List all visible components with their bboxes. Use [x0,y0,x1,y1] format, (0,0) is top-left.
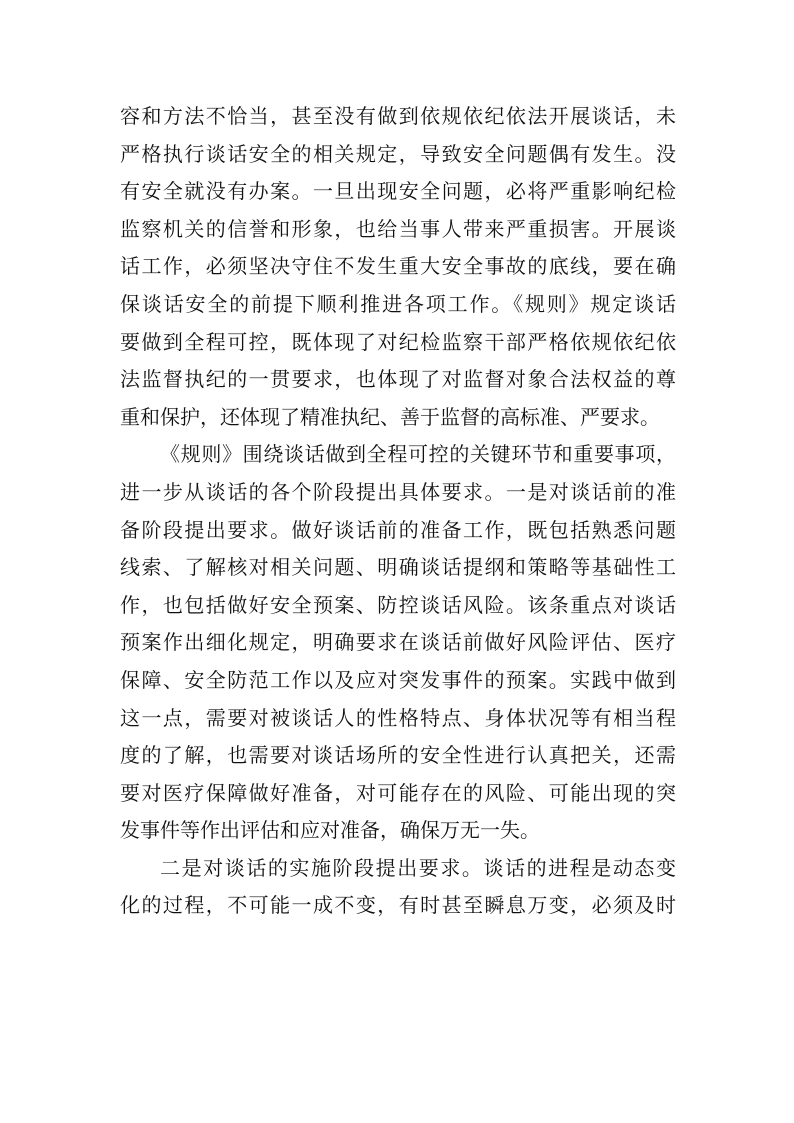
text-line: 严格执行谈话安全的相关规定，导致安全问题偶有发生。没 [120,141,676,166]
text-line: 要做到全程可控，既体现了对纪检监察干部严格依规依纪依 [120,329,676,354]
text-line: 重和保护，还体现了精准执纪、善于监督的高标准、严要求。 [120,404,660,429]
text-line: 保谈话安全的前提下顺利推进各项工作。《规则》规定谈话 [120,291,676,316]
text-line: 预案作出细化规定，明确要求在谈话前做好风险评估、医疗 [120,630,676,655]
text-line: 备阶段提出要求。做好谈话前的准备工作，既包括熟悉问题 [120,517,676,542]
text-line: 要对医疗保障做好准备，对可能存在的风险、可能出现的突 [120,780,676,805]
text-line: 话工作，必须坚决守住不发生重大安全事故的底线，要在确 [120,254,676,279]
text-line: 二是对谈话的实施阶段提出要求。谈话的进程是动态变 [160,855,676,880]
text-line: 线索、了解核对相关问题、明确谈话提纲和策略等基础性工 [120,555,676,580]
text-line: 度的了解，也需要对谈话场所的安全性进行认真把关，还需 [120,743,676,768]
text-line: 《规则》围绕谈话做到全程可控的关键环节和重要事项， [160,442,676,467]
text-line: 法监督执纪的一贯要求，也体现了对监督对象合法权益的尊 [120,367,676,392]
text-line: 保障、安全防范工作以及应对突发事件的预案。实践中做到 [120,667,676,692]
text-line: 作，也包括做好安全预案、防控谈话风险。该条重点对谈话 [120,592,676,617]
body-text [120,98,676,925]
text-line: 有安全就没有办案。一旦出现安全问题，必将严重影响纪检 [120,179,676,204]
text-line: 容和方法不恰当，甚至没有做到依规依纪依法开展谈话，未 [120,104,676,128]
text-line: 发事件等作出评估和应对准备，确保万无一失。 [120,818,540,843]
text-line: 监察机关的信誉和形象，也给当事人带来严重损害。开展谈 [120,216,676,241]
text-line: 这一点，需要对被谈话人的性格特点、身体状况等有相当程 [120,705,676,730]
text-line: 化的过程，不可能一成不变，有时甚至瞬息万变，必须及时 [120,893,676,918]
text-line: 进一步从谈话的各个阶段提出具体要求。一是对谈话前的准 [120,479,676,504]
